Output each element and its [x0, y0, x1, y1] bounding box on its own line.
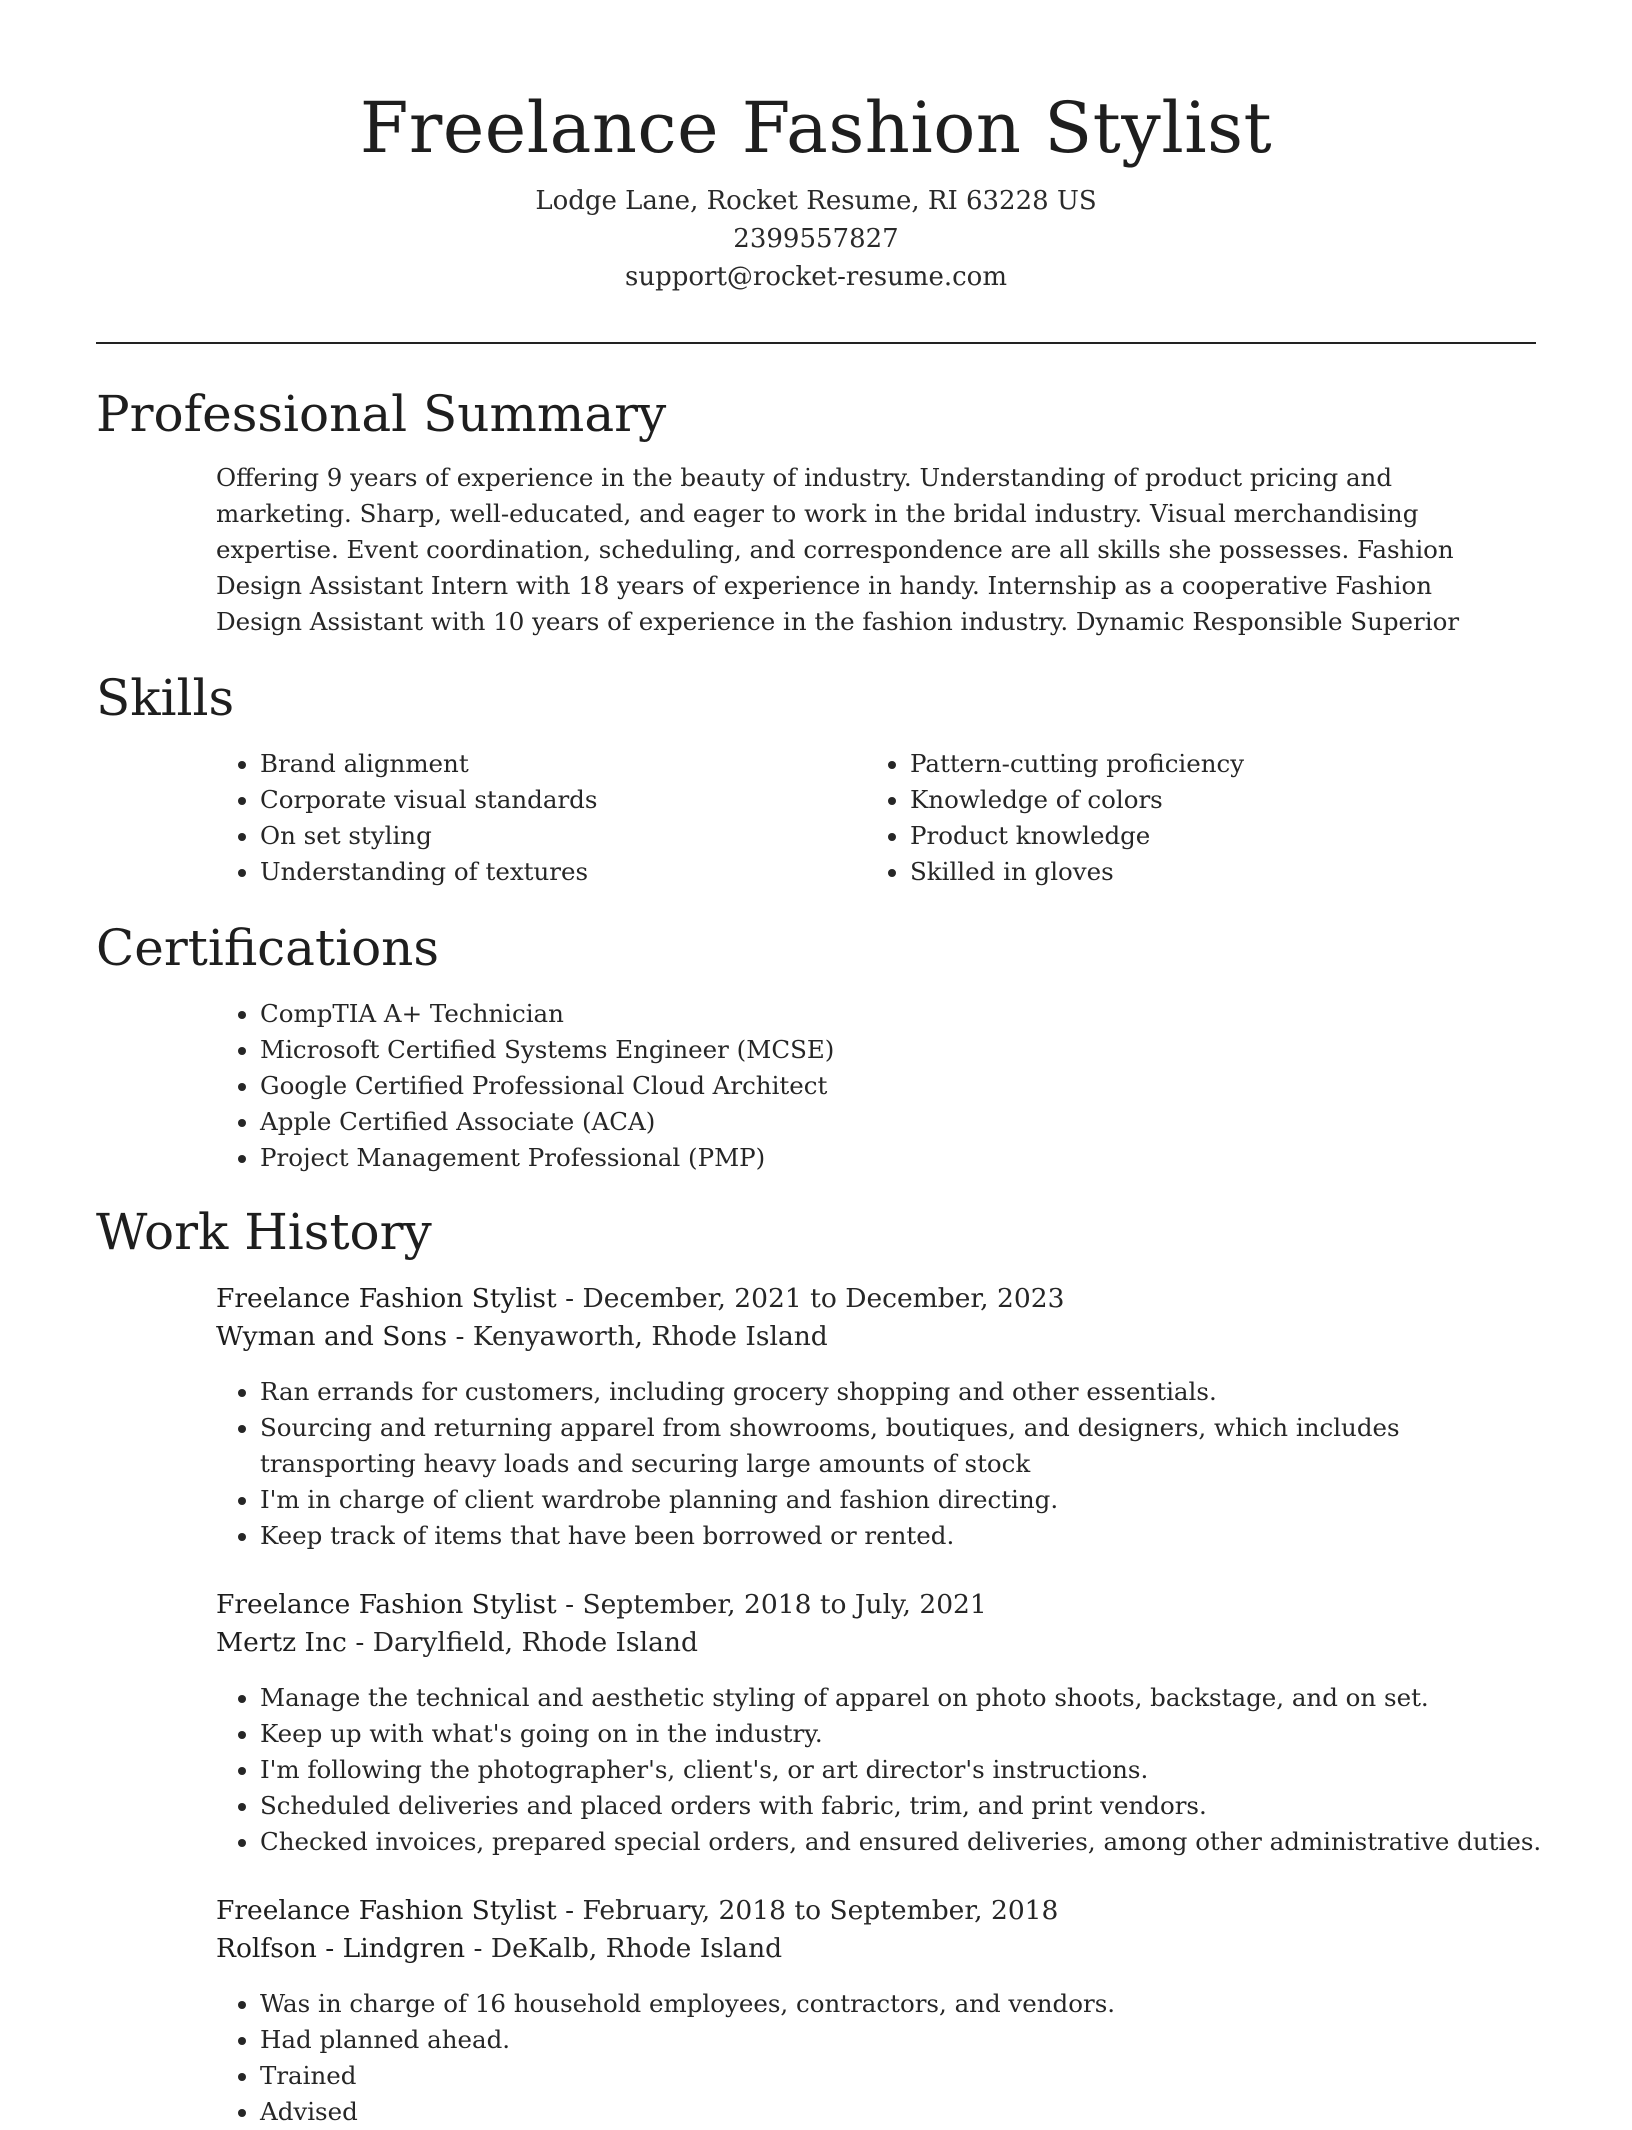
job-bullets: [216, 1986, 1560, 2130]
job-title-line: [216, 1280, 1516, 1318]
job-company-line: [216, 1318, 1516, 1356]
list-item: • Product knowledge: [910, 818, 1510, 854]
list-item: • I'm following the photographer's, client's, or art director's instructions.: [260, 1752, 1560, 1788]
list-item: • Keep track of items that have been borrowed or rented.: [260, 1518, 1560, 1554]
list-item: • Project Management Professional (PMP): [260, 1140, 1560, 1176]
job-company: Rolfson - Lindgren: [216, 1933, 466, 1964]
list-item: • Google Certified Professional Cloud Architect: [260, 1068, 1560, 1104]
job-location: - Kenyaworth, Rhode Island: [447, 1321, 828, 1352]
job-role: Freelance Fashion Stylist: [216, 1895, 557, 1926]
phone: 2399557827: [733, 224, 899, 254]
list-item: • Microsoft Certified Systems Engineer (MCSE): [260, 1032, 1560, 1068]
address: Lodge Lane, Rocket Resume, RI 63228 US: [535, 186, 1097, 216]
list-item: • CompTIA A+ Technician: [260, 996, 1560, 1032]
job-entry: [216, 1892, 1516, 1968]
resume-header: [96, 80, 1536, 296]
job-entry: [216, 1586, 1516, 1662]
list-item: • Apple Certified Associate (ACA): [260, 1104, 1560, 1140]
job-dates: - September, 2018 to July, 2021: [556, 1589, 987, 1620]
candidate-name: Freelance Fashion Stylist: [359, 87, 1273, 169]
summary-heading: Professional Summary: [96, 385, 667, 443]
list-item: • Scheduled deliveries and placed orders with fabric, trim, and print vendors.: [260, 1788, 1560, 1824]
job-title-line: [216, 1892, 1516, 1930]
job-company-line: [216, 1624, 1516, 1662]
list-item: • Brand alignment: [260, 746, 860, 782]
list-item: • Keep up with what's going on in the industry.: [260, 1716, 1560, 1752]
job-bullets: [216, 1374, 1560, 1554]
job-location: - DeKalb, Rhode Island: [465, 1933, 783, 1964]
job-location: - Darylfield, Rhode Island: [346, 1627, 698, 1658]
job-role: Freelance Fashion Stylist: [216, 1283, 557, 1314]
job-bullets: [216, 1680, 1560, 1860]
job-dates: - February, 2018 to September, 2018: [556, 1895, 1059, 1926]
work-history-heading: Work History: [96, 1203, 432, 1261]
certifications-heading: Certifications: [96, 919, 440, 977]
list-item: • On set styling: [260, 818, 860, 854]
list-item: • Trained: [260, 2058, 1560, 2094]
list-item: • Sourcing and returning apparel from showrooms, boutiques, and designers, which includes transporting heavy loads and securing large amounts of stock: [260, 1410, 1560, 1482]
job-entry: [216, 1280, 1516, 1356]
job-company: Wyman and Sons: [216, 1321, 448, 1352]
list-item: • Understanding of textures: [260, 854, 860, 890]
job-dates: - December, 2021 to December, 2023: [556, 1283, 1065, 1314]
list-item: • Advised: [260, 2094, 1560, 2130]
summary-text: Offering 9 years of experience in the beauty of industry. Understanding of product pricing and marketing. Sharp, well-educated, and eager to work in the bridal industry. Visual merchandising expertise. Event coordination, scheduling, and correspondence are all skills she possesses. Fashion Design Assistant Intern with 18 years of experience in handy. Internship as a cooperative Fashion Design Assistant with 10 years of experience in the fashion industry. Dynamic Responsible Superior: [216, 463, 1460, 636]
list-item: • Ran errands for customers, including grocery shopping and other essentials.: [260, 1374, 1560, 1410]
list-item: • Manage the technical and aesthetic styling of apparel on photo shoots, backstage, and on set.: [260, 1680, 1560, 1716]
list-item: • Had planned ahead.: [260, 2022, 1560, 2058]
list-item: • Checked invoices, prepared special orders, and ensured deliveries, among other administrative duties.: [260, 1824, 1560, 1860]
job-company-line: [216, 1930, 1516, 1968]
list-item: • Knowledge of colors: [910, 782, 1510, 818]
header-divider: [96, 342, 1536, 344]
job-title-line: [216, 1586, 1516, 1624]
skills-list-left: [216, 746, 860, 890]
list-item: • Corporate visual standards: [260, 782, 860, 818]
job-role: Freelance Fashion Stylist: [216, 1589, 557, 1620]
certifications-list: [216, 996, 1560, 1176]
job-company: Mertz Inc: [216, 1627, 347, 1658]
list-item: • Pattern-cutting proficiency: [910, 746, 1510, 782]
list-item: • Skilled in gloves: [910, 854, 1510, 890]
email: support@rocket-resume.com: [624, 262, 1007, 292]
skills-list-right: [866, 746, 1510, 890]
list-item: • Was in charge of 16 household employees, contractors, and vendors.: [260, 1986, 1560, 2022]
skills-heading: Skills: [96, 669, 235, 727]
list-item: • I'm in charge of client wardrobe planning and fashion directing.: [260, 1482, 1560, 1518]
